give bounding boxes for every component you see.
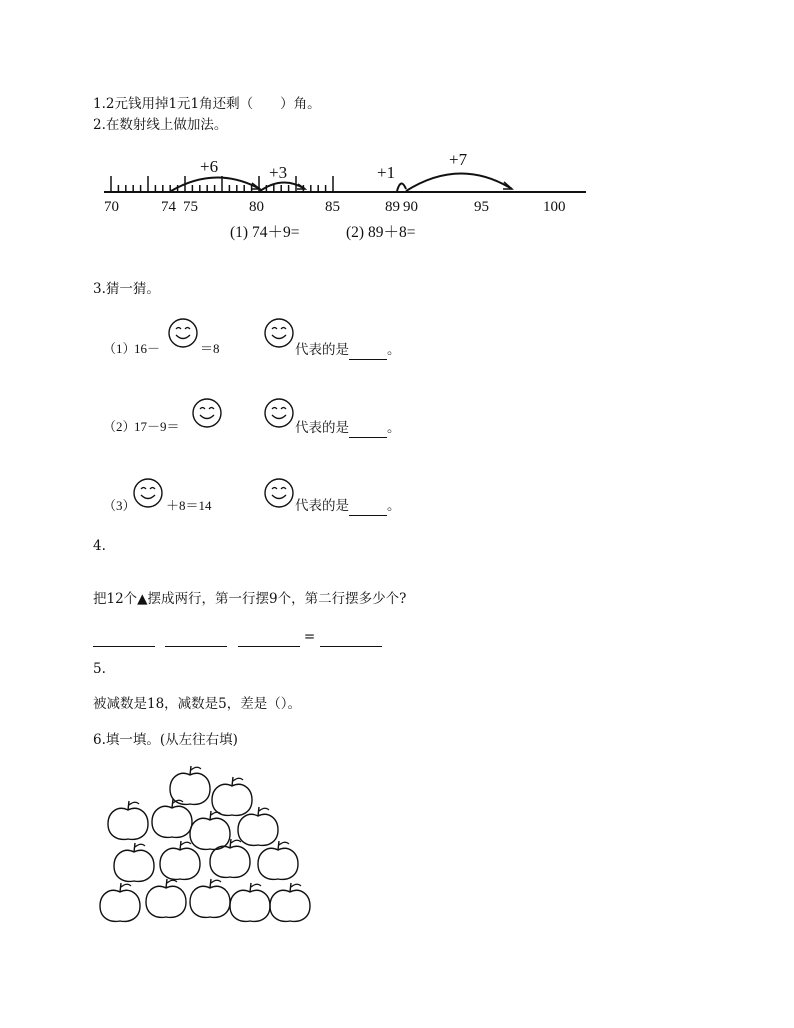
question-5-text: 被减数是18，减数是5，差是（）。 [93, 696, 302, 712]
apple-icon [230, 883, 270, 921]
apple-icon [108, 801, 148, 839]
tick-label: 74 [161, 199, 176, 215]
smiley-face-icon [191, 397, 223, 429]
apple-icon [258, 841, 298, 879]
apple-pyramid [90, 760, 330, 930]
smiley-face-icon [263, 477, 295, 509]
equals-sign: = [303, 629, 316, 645]
question-5-number: 5. [93, 661, 106, 677]
question-4-text: 把12个▲摆成两行，第一行摆9个，第二行摆多少个? [93, 591, 407, 607]
guess-item-3-right: ＋8＝14 [166, 498, 212, 513]
answer-blank[interactable] [320, 628, 382, 647]
jump-label: +7 [449, 150, 468, 169]
guess-item-1-right: ＝8 [200, 341, 220, 356]
guess-item-3-number: （3） [103, 498, 136, 513]
apple-icon [170, 766, 210, 804]
apple-icon [210, 839, 250, 877]
guess-item-2-left: 17－9＝ [134, 419, 180, 434]
apple-icon [270, 883, 310, 921]
answer-blank[interactable] [349, 497, 387, 516]
guess-item-1-end: 。 [387, 342, 401, 358]
number-line [0, 145, 794, 245]
tick-label: 90 [403, 199, 418, 215]
tick-label: 95 [474, 199, 489, 215]
jump-label: +1 [377, 163, 396, 182]
guess-item-2-tail: 代表的是 [295, 420, 349, 436]
jump-arc-plus-7 [406, 173, 512, 191]
guess-item-3-answer [295, 497, 401, 516]
apple-icon [212, 777, 252, 815]
tick-label: 85 [325, 199, 340, 215]
apple-icon [190, 811, 230, 849]
apple-icon [190, 879, 230, 917]
smiley-face-icon [263, 397, 295, 429]
guess-item-2-end: 。 [387, 420, 401, 436]
answer-blank[interactable] [238, 628, 300, 647]
tick-label: 89 [385, 199, 400, 215]
tick-label: 100 [543, 199, 566, 215]
apple-icon [100, 883, 140, 921]
jump-label: +6 [200, 157, 219, 176]
smiley-face-icon [263, 317, 295, 349]
answer-blank[interactable] [349, 419, 387, 438]
guess-item-1-number: （1） [103, 341, 136, 356]
apple-icon [238, 807, 278, 845]
guess-item-1-tail: 代表的是 [295, 342, 349, 358]
guess-item-3-end: 。 [387, 498, 401, 514]
guess-item-2-number: （2） [103, 419, 136, 434]
question-3-title: 3.猜一猜。 [93, 281, 160, 297]
prompt-1: (1) 74＋9= [230, 224, 300, 241]
tick-label: 80 [249, 199, 264, 215]
smiley-face-icon [132, 477, 164, 509]
answer-blank[interactable] [349, 341, 387, 360]
apple-icon [146, 879, 186, 917]
answer-blank[interactable] [93, 628, 155, 647]
question-4-number: 4. [93, 538, 106, 554]
jump-arc-plus-1 [397, 183, 406, 191]
question-6-title: 6.填一填。(从左往右填) [93, 732, 238, 748]
guess-item-2-answer [295, 419, 401, 438]
guess-item-1-answer [295, 341, 401, 360]
question-4-equation [93, 628, 382, 647]
prompt-2: (2) 89＋8= [346, 224, 416, 241]
jump-label: +3 [269, 163, 288, 182]
tick-label: 70 [104, 199, 119, 215]
apple-icon [160, 841, 200, 879]
guess-item-1-left: 16－ [134, 341, 161, 356]
smiley-face-icon [167, 317, 199, 349]
question-1: 1.2元钱用掉1元1角还剩（ ）角。 [93, 96, 321, 112]
guess-item-3-tail: 代表的是 [295, 498, 349, 514]
apple-icon [114, 843, 154, 881]
answer-blank[interactable] [165, 628, 227, 647]
question-2-title: 2.在数射线上做加法。 [93, 117, 228, 133]
tick-label: 75 [183, 199, 198, 215]
